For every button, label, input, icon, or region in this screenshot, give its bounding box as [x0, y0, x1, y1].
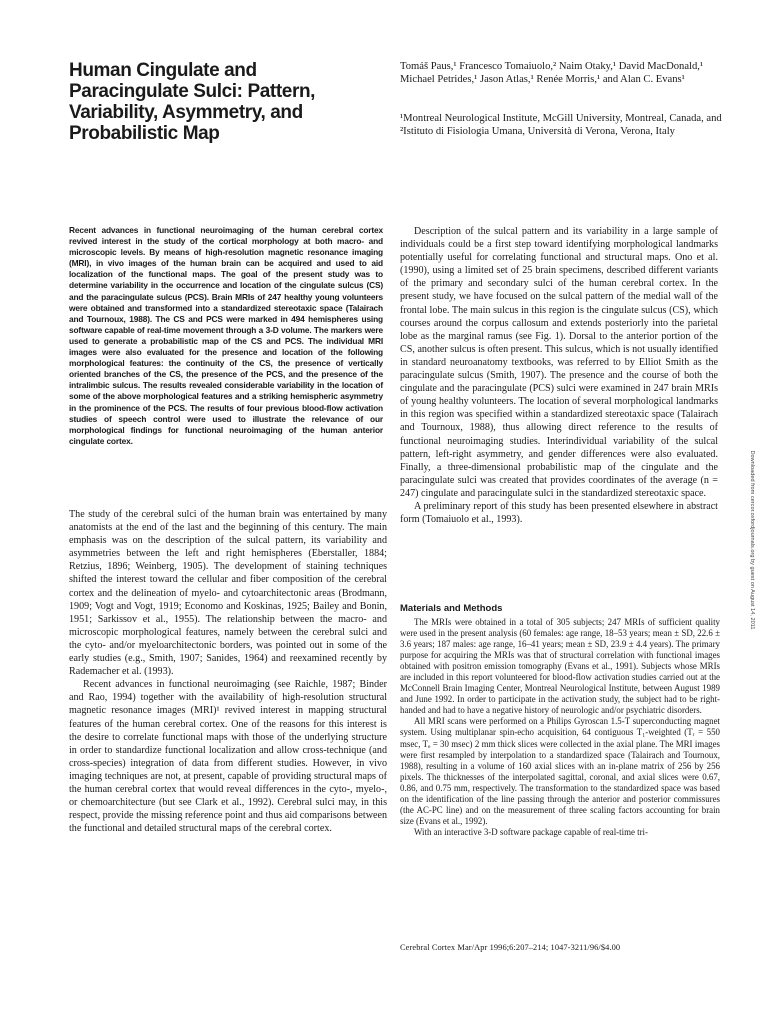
abstract: Recent advances in functional neuroimaging of the human cerebral cortex revived interest in the study of the cortical morphology at both macro- and microscopic levels. By means of high-resolution magnetic resonance imaging (MRI), in vivo images of the human brain can be acquired and used to aid localization of the functional maps. The goal of the present study was to determine variability in the occurrence and location of the cingulate sulcus (CS) and the paracingulate sulcus (PCS). Brain MRIs of 247 healthy young volunteers were obtained and transformed into a standardized stereotaxic space (Talairach and Tournoux, 1988). The CS and PCS were marked in 494 hemispheres using software capable of real-time movement through a 3-D volume. The markers were used to generate a probabilistic map of the CS and PCS. The individual MRI images were also evaluated for the presence and location of the following morphological features: the continuity of the CS, the presence of vertically oriented branches of the CS, the presence of the PCS, and the presence of the intralimbic sulcus. The results revealed considerable variability in the location of some of the above morphological features and a striking hemispheric asymmetry in the prominence of the PCS. The results of four previous blood-flow activation studies of speech control were used to illustrate the relevance of our morphological findings for functional neuroimaging of the human anterior cingulate cortex.: [69, 225, 383, 446]
methods-paragraph-2: All MRI scans were performed on a Philips Gyroscan 1.5-T superconducting magnet system. Using multiplanar spin-echo acquisition, 64 contiguous T₁-weighted (Tᵣ = 550 msec, Tₑ = 30 msec) 2 mm thick slices were collected in the axial plane. The MRI images were first resampled by interpolation to a standardized space (Talairach and Tournoux, 1988), resulting in a volume of 160 axial slices with an in-plane matrix of 256 by 256 pixels. The thicknesses of the interpolated sagittal, coronal, and axial slices were 0.67, 0.86, and 0.75 mm, respectively. The transformation to the standardized space was based on the identification of the line passing through the anterior and posterior commissures (the AC-PC line) and on the measurement of three scaling factors accounting for brain size (Evans et al., 1992).: [400, 716, 720, 826]
intro-paragraph-1: The study of the cerebral sulci of the human brain was entertained by many anatomists at the end of the last and the beginning of this century. The main emphasis was on the description of the sulcal pattern, its variability and asymmetries between the left and right hemispheres (Eberstaller, 1884; Retzius, 1896; Weinberg, 1905). The development of staining techniques shifted the interest toward the cellular and fiber composition of the cerebral cortex and the delineation of myelo- and cytoarchitectonic areas (Brodmann, 1909; Vogt and Vogt, 1919; Economo and Koskinas, 1925; Bailey and Bonin, 1951; Sarkissov et al., 1955). The relationship between the macro- and microscopic morphological features, namely between the cerebral sulci and the cyto- and/or myeloarchitectonic borders, was pointed out in some of the early studies (e.g., Smith, 1907; Sanides, 1964) and reexamined recently by Rademacher et al. (1993).: [69, 509, 387, 678]
download-watermark: Downloaded from cercor.oxfordjournals.org by guest on August 14, 2011: [749, 450, 755, 630]
paper-title: Human Cingulate and Paracingulate Sulci: Pattern, Variability, Asymmetry, and Probabilistic Map: [69, 60, 316, 144]
methods-section: [400, 617, 720, 838]
intro-column: [69, 508, 387, 835]
methods-paragraph-1: The MRIs were obtained in a total of 305 subjects; 247 MRIs of sufficient quality were used in the present analysis (60 females: age range, 18–53 years; mean ± SD, 22.6 ± 3.6 years; 187 males: age range, 16–41 years; mean ± SD, 23.9 ± 4.4 years). The primary purpose for acquiring the MRIs was that of structural correlation with functional images obtained with positron emission tomography (Evans et al., 1991). Subjects whose MRIs are included in this report volunteered for blood-flow activation studies carried out at the McConnell Brain Imaging Center, Montreal Neurological Institute, between August 1989 and June 1992. In order to participate in the activation study, the subject had to be right-handed and had to have a negative history of neurologic and/or psychiatric disorders.: [400, 617, 720, 716]
author-affiliations: ¹Montreal Neurological Institute, McGill University, Montreal, Canada, and ²Istituto di Fisiologia Umana, Università di Verona, Verona, Italy: [400, 113, 722, 137]
right-column: [400, 225, 718, 526]
right-paragraph-2: A preliminary report of this study has been presented elsewhere in abstract form (Tomaiuolo et al., 1993).: [400, 500, 718, 526]
methods-paragraph-3: With an interactive 3-D software package capable of real-time tri-: [414, 826, 648, 837]
author-list: Tomáš Paus,¹ Francesco Tomaiuolo,² Naim Otaky,¹ David MacDonald,¹ Michael Petrides,¹ Jason Atlas,¹ Renée Morris,¹ and Alan C. Evans¹: [400, 61, 704, 85]
journal-citation-footer: Cerebral Cortex Mar/Apr 1996;6:207–214; 1047-3211/96/$4.00: [400, 943, 621, 952]
methods-heading: Materials and Methods: [400, 603, 503, 614]
right-paragraph-1: Description of the sulcal pattern and its variability in a large sample of individuals could be a first step toward identifying morphological landmarks potentially useful for correlating functional and structural maps. Ono et al. (1990), using a limited set of 25 brain specimens, described different variants of the primary and secondary sulci of the human cerebral cortex. In the present study, we have focused on the sulcal pattern of the medial wall of the frontal lobe. The main sulcus in this region is the cingulate sulcus (CS), which courses around the corpus callosum and extends posteriorly into the parietal lobe as the marginal ramus (see Fig. 1). Dorsal to the anterior portion of the CS, another sulcus is often present. This sulcus, which is not usually identified in standard neuroanatomy textbooks, was referred to by Elliot Smith as the paracingulate sulcus (Smith, 1907). The presence and the course of both the cingulate and the paracingulate (PCS) sulci were examined in 247 brain MRIs of young healthy volunteers. The location of several morphological landmarks in this region was specified within a standardized stereotaxic space (Talairach and Tournoux, 1988), thus allowing direct reference to the results of functional neuroimaging studies. Interindividual variability of the sulcal pattern, left-right asymmetry, and gender differences were also evaluated. Finally, a three-dimensional probabilistic map of the cingulate and the paracingulate sulci was created that provides coordinates of the average (n = 247) cingulate and paracingulate sulci in the standardized stereotaxic space.: [400, 226, 718, 499]
intro-paragraph-2: Recent advances in functional neuroimaging (see Raichle, 1987; Binder and Rao, 1994) together with the availability of high-resolution structural magnetic resonance images (MRI)¹ revived interest in mapping structural features of the human cerebral cortex. One of the reasons for this interest is the desire to correlate functional maps with those of the underlying structure in order to standardize functional localization and allow cross-technique (and cross-species) integration of data from different studies. However, in vivo imaging techniques are not, at present, capable of providing structural maps of the human cerebral cortex that would reveal differences in the cyto-, myelo-, or chemoarchitecture (but see Clark et al., 1992). Cerebral sulci may, in this respect, provide the missing reference point and thus aid comparisons between the functional and detailed structural maps of the cerebral cortex.: [69, 679, 387, 835]
